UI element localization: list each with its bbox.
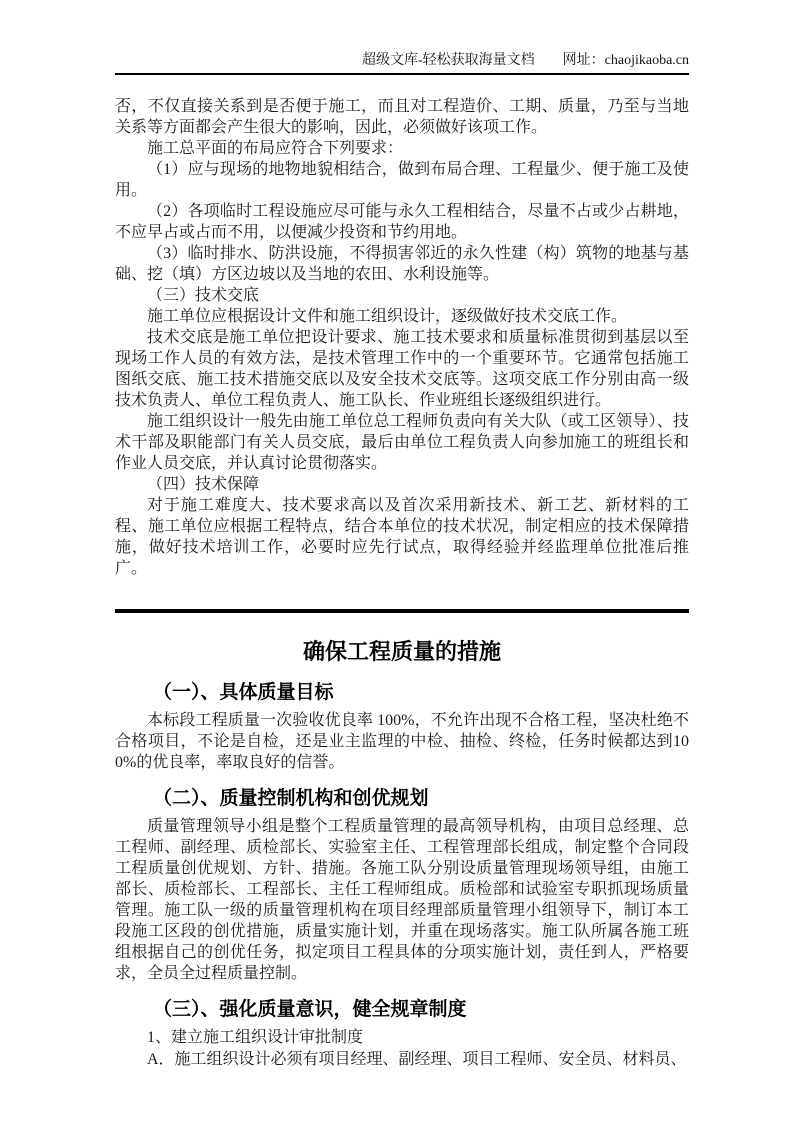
body-paragraph: 施工单位应根据设计文件和施工组织设计，逐级做好技术交底工作。 [147, 308, 628, 325]
body-paragraph: 本标段工程质量一次验收优良率 100%，不允许出现不合格工程，坚决杜绝不合格项目，不论是自检，还是业主监理的中检、抽检、终检，任务时候都达到100%的优良率，率取良好的信誉。 [115, 712, 689, 771]
body-paragraph: （3）临时排水、防洪设施，不得损害邻近的永久性建（构）筑物的地基与基础、挖（填）方区边坡以及当地的农田、水利设施等。 [115, 245, 689, 283]
body-paragraph: 否，不仅直接关系到是否便于施工，而且对工程造价、工期、质量，乃至与当地关系等方面都会产生很大的影响，因此，必须做好该项工作。 [115, 98, 689, 136]
list-item: A．施工组织设计必须有项目经理、副经理、项目工程师、安全员、材料员、 [147, 1051, 687, 1068]
list-item: 1、建立施工组织设计审批制度 [147, 1029, 364, 1046]
site-watermark-header: 超级文库-轻松获取海量文档 网址：chaojikaoba.cn [361, 53, 689, 68]
section-title: 确保工程质量的措施 [302, 639, 501, 664]
subsection-label: （三）技术交底 [147, 287, 260, 304]
body-paragraph: （1）应与现场的地物地貌相结合，做到布局合理、工程量少、便于施工及使用。 [115, 161, 689, 199]
body-paragraph: 施工总平面的布局应符合下列要求： [147, 140, 404, 157]
header-rule [115, 73, 689, 75]
body-paragraph: 施工组织设计一般先由施工单位总工程师负责向有关大队（或工区领导）、技术干部及职能部门有关人员交底，最后由单位工程负责人向参加施工的班组长和作业人员交底，并认真讨论贯彻落实。 [115, 413, 689, 472]
subsection-label: （四）技术保障 [147, 476, 260, 493]
body-paragraph: 质量管理领导小组是整个工程质量管理的最高领导机构，由项目总经理、总工程师、副经理、质检部长、实验室主任、工程管理部长组成，制定整个合同段工程质量创优规划、方针、措施。各施工队分别设质量管理现场领导组，由施工部长、质检部长、工程部长、主任工程师组成。质检部和试验室专职抓现场质量管理。施工队一级的质量管理机构在项目经理部质量管理小组领导下，制订本工段施工区段的创优措施，质量实施计划，并重在现场落实。施工队所属各施工班组根据自己的创优任务，拟定项目工程具体的分项实施计划，责任到人，严格要求，全员全过程质量控制。 [115, 818, 689, 982]
body-paragraph: （2）各项临时工程设施应尽可能与永久工程相结合，尽量不占或少占耕地，不应早占或占而不用，以便减少投资和节约用地。 [115, 203, 689, 241]
body-paragraph: 技术交底是施工单位把设计要求、施工技术要求和质量标准贯彻到基层以至现场工作人员的有效方法，是技术管理工作中的一个重要环节。它通常包括施工图纸交底、施工技术措施交底以及安全技术交底等。这项交底工作分别由高一级技术负责人、单位工程负责人、施工队长、作业班组长逐级组织进行。 [115, 329, 689, 409]
document-content [115, 96, 689, 1071]
sub-heading-quality-awareness: （三）、强化质量意识，健全规章制度 [153, 999, 467, 1020]
sub-heading-quality-target: （一）、具体质量目标 [153, 682, 334, 703]
body-paragraph: 对于施工难度大、技术要求高以及首次采用新技术、新工艺、新材料的工程、施工单位应根据工程特点，结合本单位的技术状况，制定相应的技术保障措施，做好技术培训工作，必要时应先行试点，取得经验并经监理单位批准后推广。 [115, 497, 689, 577]
sub-heading-quality-control: （二）、质量控制机构和创优规划 [153, 788, 429, 809]
section-divider-rule [115, 609, 689, 613]
